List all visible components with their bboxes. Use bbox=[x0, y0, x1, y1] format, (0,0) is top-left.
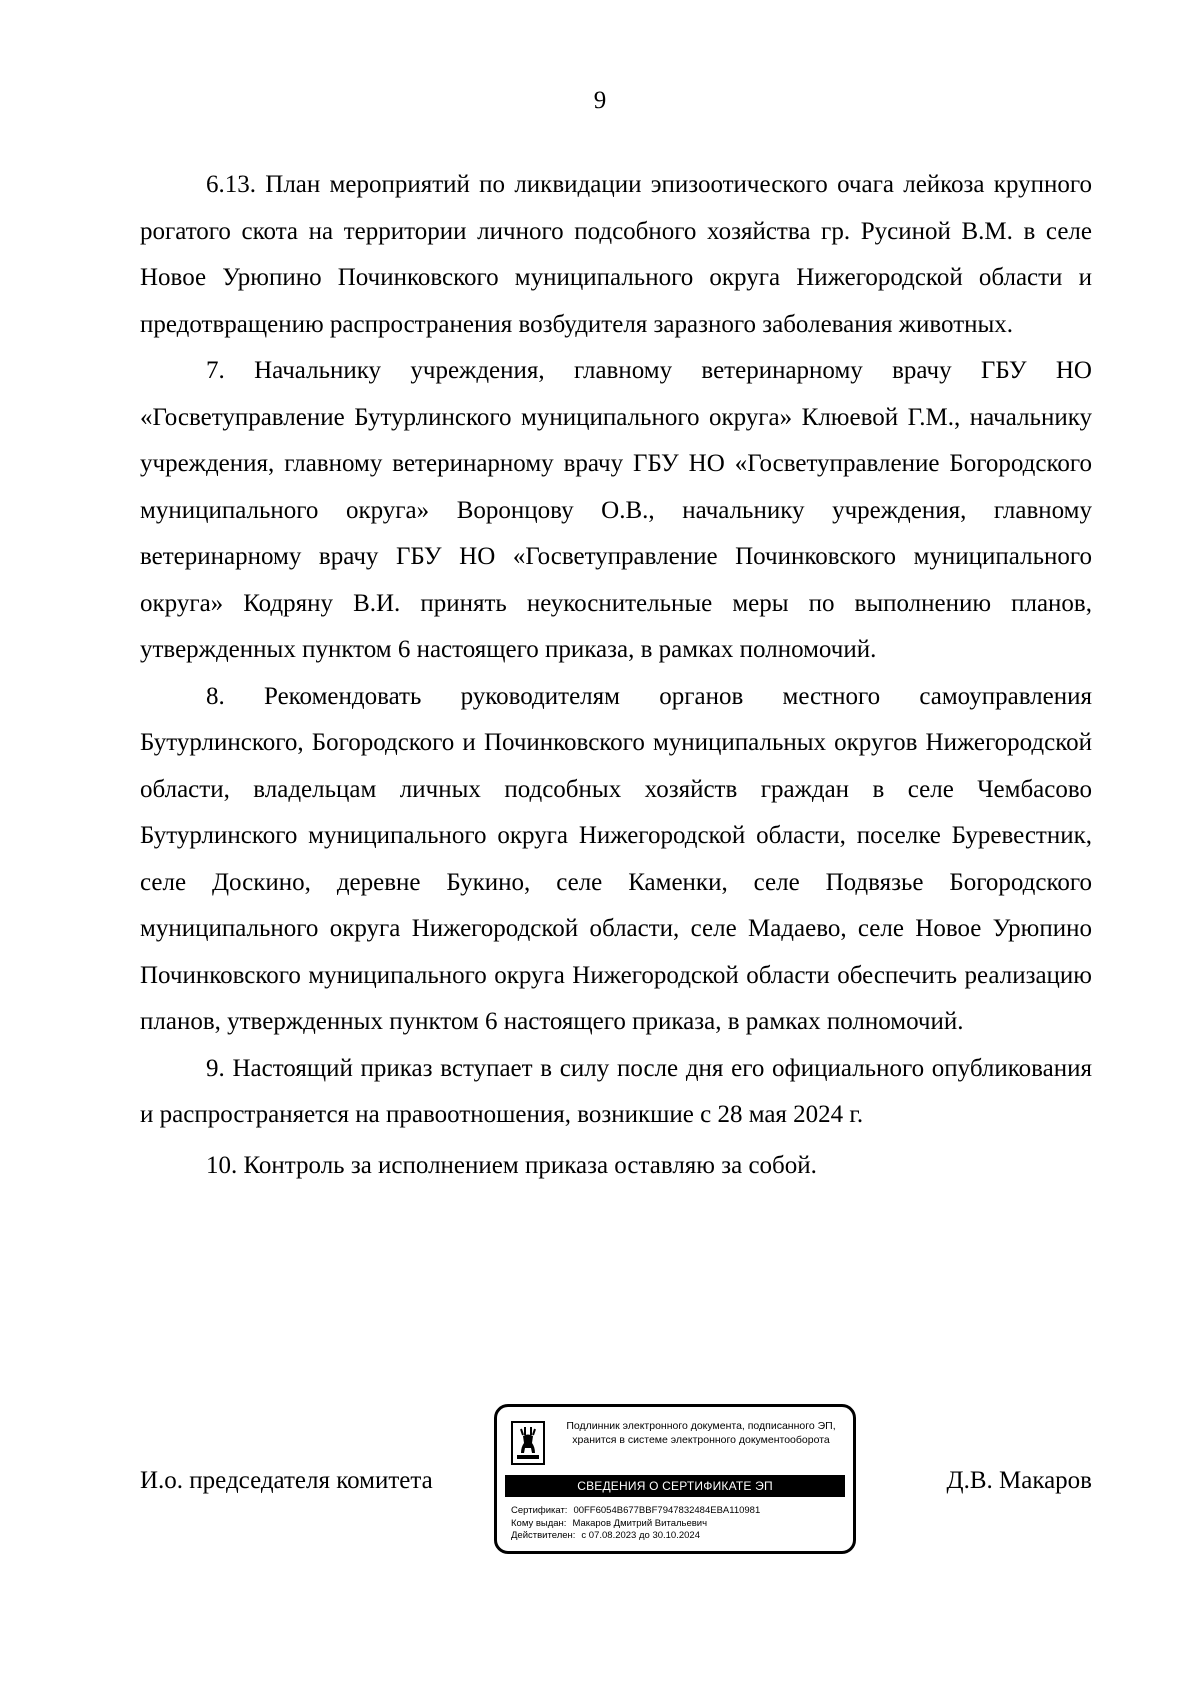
stamp-details bbox=[511, 1505, 847, 1543]
stamp-notice: Подлинник электронного документа, подписанного ЭП, хранится в системе электронного документооборота bbox=[566, 1420, 836, 1446]
valid-value: с 07.08.2023 до 30.10.2024 bbox=[581, 1530, 700, 1541]
stamp-certificate-line bbox=[511, 1505, 847, 1518]
issued-to-value: Макаров Дмитрий Витальевич bbox=[572, 1517, 708, 1529]
paragraph-7: 7. Начальнику учреждения, главному ветеринарному врачу ГБУ НО «Госветуправление Бутурлинского муниципального округа» Клюевой Г.М., начальнику учреждения, главному ветеринарному врачу ГБУ НО «Госветуправление Богородского муниципального округа» Воронцову О.В., начальнику учреждения, главному ветеринарному врачу ГБУ НО «Госветуправление Починковского муниципального округа» Кодряну В.И. принять неукоснительные меры по выполнению планов, утвержденных пунктом 6 настоящего приказа, в рамках полномочий. bbox=[140, 357, 1092, 663]
document-body bbox=[140, 162, 1092, 1189]
signer-title: И.о. председателя комитета bbox=[140, 1467, 433, 1494]
certificate-label: Сертификат: bbox=[511, 1505, 568, 1516]
paragraph-8: 8. Рекомендовать руководителям органов местного самоуправления Бутурлинского, Богородского и Починковского муниципальных округов Нижегородской области, владельцам личных подсобных хозяйств граждан в селе Чембасово Бутурлинского муниципального округа Нижегородской области, поселке Буревестник, селе Доскино, деревне Букино, селе Каменки, селе Подвязье Богородского муниципального округа Нижегородской области, селе Мадаево, селе Новое Урюпино Починковского муниципального округа Нижегородской области обеспечить реализацию планов, утвержденных пунктом 6 настоящего приказа, в рамках полномочий. bbox=[140, 682, 1092, 1035]
signer-name: Д.В. Макаров bbox=[946, 1467, 1092, 1494]
signature-block bbox=[140, 1404, 1092, 1564]
paragraph-9: 9. Настоящий приказ вступает в силу после дня его официального опубликования и распространяется на правоотношения, возникшие с 28 мая 2024 г. bbox=[140, 1054, 1092, 1128]
electronic-signature-stamp bbox=[494, 1404, 856, 1554]
certificate-value: 00FF6054B677BBF7947832484EBA110981 bbox=[573, 1505, 761, 1516]
stamp-header: СВЕДЕНИЯ О СЕРТИФИКАТЕ ЭП bbox=[505, 1475, 845, 1497]
stamp-valid-line bbox=[511, 1530, 847, 1543]
paragraph-6-13: 6.13. План мероприятий по ликвидации эпизоотического очага лейкоза крупного рогатого скота на территории личного подсобного хозяйства гр. Русиной В.М. в селе Новое Урюпино Починковского муниципального округа Нижегородской области и предотвращению распространения возбудителя заразного заболевания животных. bbox=[140, 171, 1092, 338]
page-number: 9 bbox=[593, 87, 607, 114]
issued-to-label: Кому выдан: bbox=[511, 1517, 567, 1529]
deer-emblem-icon bbox=[511, 1421, 545, 1465]
valid-label: Действителен: bbox=[511, 1530, 576, 1541]
paragraph-10: 10. Контроль за исполнением приказа оставляю за собой. bbox=[206, 1151, 817, 1179]
stamp-issued-to-line bbox=[511, 1518, 847, 1531]
